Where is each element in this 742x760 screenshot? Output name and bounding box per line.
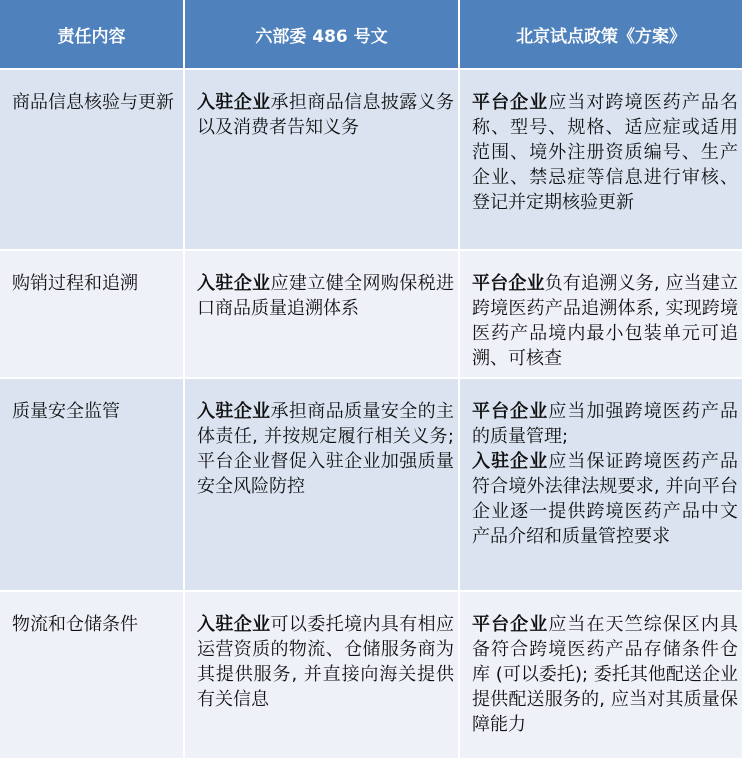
header-responsibility: 责任内容 bbox=[0, 0, 184, 69]
policy-text: 承担商品信息披露义务以及消费者告知义务 bbox=[197, 92, 455, 138]
topic-cell: 购销过程和追溯 bbox=[0, 250, 184, 378]
doc486-cell bbox=[184, 250, 459, 378]
subject-label: 平台企业 bbox=[472, 614, 549, 635]
policy-text: 应当保证跨境医药产品符合境外法律法规要求, 并向平台企业逐一提供跨境医药产品中文产品介绍和质量管控要求 bbox=[472, 451, 739, 547]
policy-paragraph bbox=[472, 399, 738, 449]
table-row bbox=[0, 69, 742, 250]
doc486-cell bbox=[184, 378, 459, 591]
policy-text: 应当加强跨境医药产品的质量管理; bbox=[472, 401, 739, 447]
policy-text: 可以委托境内具有相应运营资质的物流、仓储服务商为其提供服务, 并直接向海关提供有关信息 bbox=[197, 614, 455, 710]
header-doc-486: 六部委 486 号文 bbox=[184, 0, 459, 69]
subject-label: 入驻企业 bbox=[197, 273, 271, 294]
doc486-cell bbox=[184, 591, 459, 759]
doc486-cell bbox=[184, 69, 459, 250]
topic-cell: 物流和仓储条件 bbox=[0, 591, 184, 759]
subject-label: 入驻企业 bbox=[197, 401, 271, 422]
subject-label: 平台企业 bbox=[472, 401, 549, 422]
beijing-cell bbox=[459, 591, 742, 759]
table-row bbox=[0, 591, 742, 759]
beijing-cell bbox=[459, 69, 742, 250]
subject-label: 平台企业 bbox=[472, 273, 545, 294]
policy-text: 应建立健全网购保税进口商品质量追溯体系 bbox=[197, 273, 455, 319]
subject-label: 入驻企业 bbox=[197, 92, 271, 113]
policy-text: 应当对跨境医药产品名称、型号、规格、适应症或适用范围、境外注册资质编号、生产企业、禁忌症等信息进行审核、登记并定期核验更新 bbox=[472, 92, 739, 213]
policy-paragraph bbox=[472, 449, 738, 549]
policy-text: 负有追溯义务, 应当建立跨境医药产品追溯体系, 实现跨境医药产品境内最小包装单元可追溯、可核查 bbox=[472, 273, 738, 369]
table-header-row bbox=[0, 0, 742, 69]
header-beijing-plan: 北京试点政策《方案》 bbox=[459, 0, 742, 69]
subject-label: 入驻企业 bbox=[472, 451, 549, 472]
beijing-cell bbox=[459, 378, 742, 591]
beijing-cell bbox=[459, 250, 742, 378]
subject-label: 平台企业 bbox=[472, 92, 549, 113]
policy-text: 承担商品质量安全的主体责任, 并按规定履行相关义务; 平台企业督促入驻企业加强质量安全风险防控 bbox=[197, 401, 455, 497]
topic-cell: 商品信息核验与更新 bbox=[0, 69, 184, 250]
policy-text: 应当在天竺综保区内具备符合跨境医药产品存储条件仓库 (可以委托); 委托其他配送企业提供配送服务的, 应当对其质量保障能力 bbox=[472, 614, 739, 735]
topic-cell: 质量安全监管 bbox=[0, 378, 184, 591]
table-row bbox=[0, 378, 742, 591]
table-row bbox=[0, 250, 742, 378]
subject-label: 入驻企业 bbox=[197, 614, 271, 635]
